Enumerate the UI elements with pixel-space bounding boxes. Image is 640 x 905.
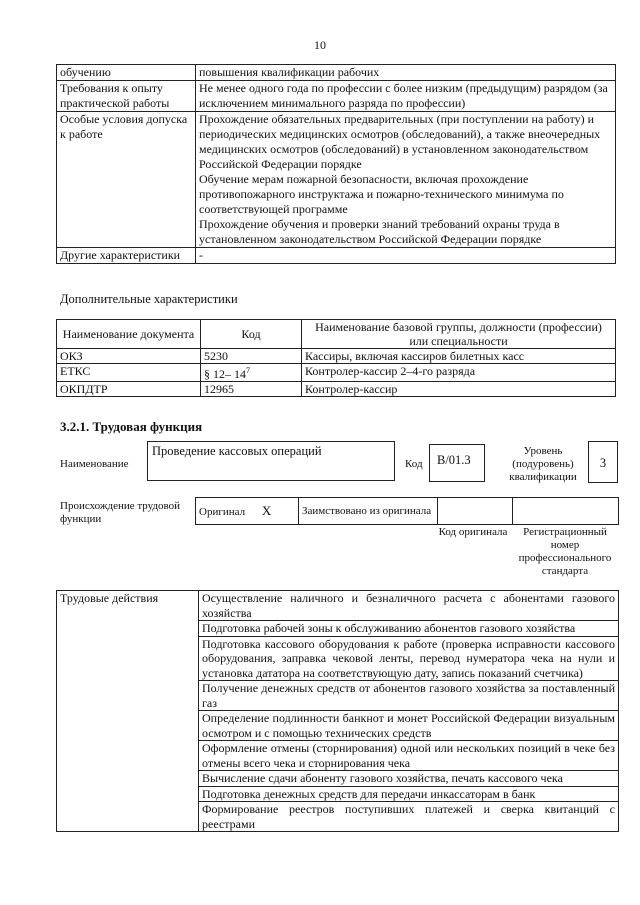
table-row (57, 382, 616, 397)
condition-text: Прохождение обязательных предварительных (при поступлении на работу) и периодических медицинских осмотров (обследований), а также внеочередных медицинских осмотров (обследований) в установленном законодательством Российской Федерации порядке (199, 112, 601, 171)
cell: ОКПДТР (57, 382, 201, 397)
code-original-label: Код оригинала (438, 526, 508, 538)
labor-actions-label: Трудовые действия (57, 591, 199, 832)
condition-text: Обучение мерам пожарной безопасности, включая прохождение противопожарного инструктажа и пожарно-технического минимума по соответствующей программе (199, 172, 564, 216)
origin-table (195, 497, 619, 525)
row-label: Другие характеристики (57, 248, 196, 264)
original-mark: X (261, 502, 272, 518)
column-header: Код (201, 320, 302, 349)
labor-action: Подготовка денежных средств для передачи инкассаторам в банк (199, 786, 619, 802)
cell: ОКЗ (57, 349, 201, 364)
cell (201, 364, 302, 382)
table-row (196, 498, 619, 525)
code-label: Код (405, 458, 423, 470)
labor-action: Подготовка кассового оборудования к работе (проверка исправности кассового оборудования, заправка чековой ленты, перевод нумератора чека на нули и установка дататора на соответствующую дату, запись показаний счетчика) (199, 636, 619, 681)
row-value: Не менее одного года по профессии с более низким (предыдущим) разрядом (за исключением минимального разряда по профессии) (196, 81, 616, 112)
table-row (57, 248, 616, 264)
requirements-table (56, 64, 616, 264)
table-row (57, 65, 616, 81)
function-name-box: Проведение кассовых операций (147, 441, 395, 481)
cell: Контролер-кассир 2–4-го разряда (302, 364, 616, 382)
page-number: 10 (314, 38, 326, 52)
borrowed-cell: Заимствовано из оригинала (299, 498, 438, 525)
table-header-row (57, 320, 616, 349)
column-header: Наименование базовой группы, должности (профессии) или специальности (302, 320, 616, 349)
labor-action: Осуществление наличного и безналичного расчета с абонентами газового хозяйства (199, 591, 619, 621)
additional-table (56, 319, 616, 397)
labor-actions-table (56, 590, 619, 832)
reg-number-label: Регистрационный номер профессионального стандарта (518, 526, 612, 577)
labor-action: Формирование реестров поступивших платежей и сверка квитанций с реестрами (199, 802, 619, 832)
row-value (196, 112, 616, 248)
labor-action: Получение денежных средств от абонентов газового хозяйства за поставленный газ (199, 681, 619, 711)
cell: Кассиры, включая кассиров билетных касс (302, 349, 616, 364)
labor-action: Определение подлинности банкнот и монет Российской Федерации визуальным осмотром и с помощью технических средств (199, 711, 619, 741)
cell: 5230 (201, 349, 302, 364)
condition-text: Прохождение обучения и проверки знаний требований охраны труда в установленном законодательством Российской Федерации порядке (199, 217, 560, 246)
original-label: Оригинал (199, 505, 246, 518)
footnote-mark: 7 (246, 366, 250, 375)
labor-action: Вычисление сдачи абоненту газового хозяйства, печать кассового чека (199, 771, 619, 787)
cell: Контролер-кассир (302, 382, 616, 397)
row-value: повышения квалификации рабочих (196, 65, 616, 81)
cell (196, 498, 299, 525)
level-box: 3 (588, 441, 618, 483)
row-label: Особые условия допуска к работе (57, 112, 196, 248)
table-row (57, 591, 619, 621)
labor-action: Оформление отмены (сторнирования) одной или нескольких позиций в чеке без отмены всего чека и сторнирования чека (199, 741, 619, 771)
code-original-cell (438, 498, 513, 525)
labor-action: Подготовка рабочей зоны к обслуживанию абонентов газового хозяйства (199, 621, 619, 637)
function-name-label: Наименование (60, 458, 129, 470)
additional-title: Дополнительные характеристики (60, 292, 238, 306)
table-row (57, 112, 616, 248)
row-label: обучению (57, 65, 196, 81)
table-row (57, 364, 616, 382)
reg-number-cell (513, 498, 619, 525)
cell: ЕТКС (57, 364, 201, 382)
section-heading: 3.2.1. Трудовая функция (60, 419, 203, 434)
table-row (57, 349, 616, 364)
level-label: Уровень (подуровень) квалификации (509, 445, 577, 483)
row-label: Требования к опыту практической работы (57, 81, 196, 112)
code-text: § 12– 14 (204, 367, 246, 381)
function-code-box: B/01.3 (429, 444, 485, 482)
row-value: - (196, 248, 616, 264)
column-header: Наименование документа (57, 320, 201, 349)
cell: 12965 (201, 382, 302, 397)
origin-label: Происхождение трудовой функции (60, 500, 181, 525)
table-row (57, 81, 616, 112)
